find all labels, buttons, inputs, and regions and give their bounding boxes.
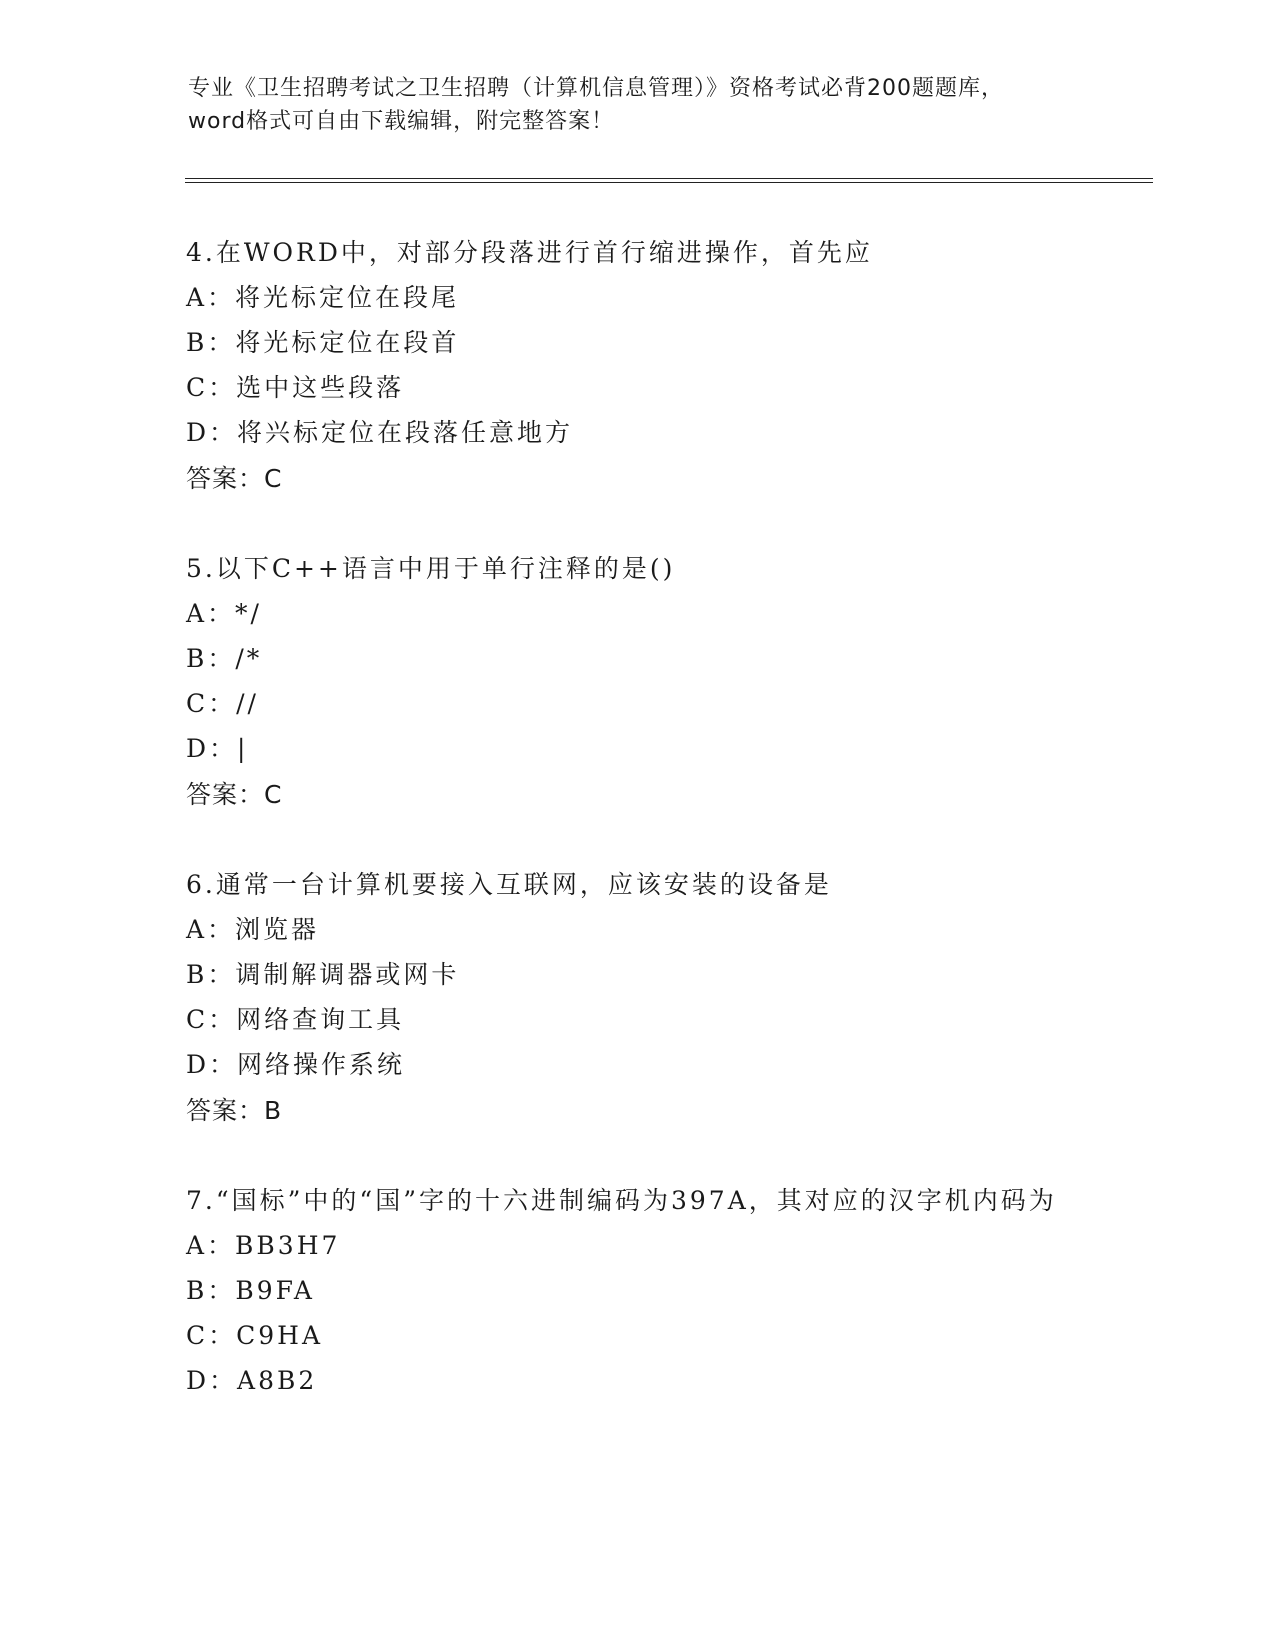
option-d: D：网络操作系统 <box>186 1050 406 1079</box>
option-d: D：| <box>186 734 249 763</box>
header-line-2: word格式可自由下载编辑，附完整答案！ <box>188 109 615 134</box>
option-a: A：将光标定位在段尾 <box>186 283 460 312</box>
question-list <box>186 230 1086 1447</box>
option-c: C：C9HA <box>186 1321 324 1350</box>
question-stem: 5.以下C++语言中用于单行注释的是() <box>186 554 676 583</box>
question-6 <box>186 862 1086 1134</box>
document-header <box>188 72 1088 138</box>
question-stem: 7.“国标”中的“国”字的十六进制编码为397A，其对应的汉字机内码为 <box>186 1186 1057 1215</box>
option-a: A：*/ <box>186 599 262 628</box>
option-a: A：BB3H7 <box>186 1231 341 1260</box>
question-7 <box>186 1178 1086 1403</box>
option-b: B：调制解调器或网卡 <box>186 960 460 989</box>
option-d: D：A8B2 <box>186 1366 318 1395</box>
option-c: C：选中这些段落 <box>186 373 405 402</box>
question-stem: 4.在WORD中，对部分段落进行首行缩进操作，首先应 <box>186 238 873 267</box>
option-a: A：浏览器 <box>186 915 320 944</box>
question-4 <box>186 230 1086 502</box>
option-b: B：将光标定位在段首 <box>186 328 460 357</box>
option-c: C：网络查询工具 <box>186 1005 405 1034</box>
answer: 答案：C <box>186 780 283 809</box>
option-b: B：/* <box>186 644 263 673</box>
question-5 <box>186 546 1086 818</box>
option-b: B：B9FA <box>186 1276 315 1305</box>
header-line-1: 专业《卫生招聘考试之卫生招聘（计算机信息管理）》资格考试必背200题题库， <box>188 76 1004 101</box>
option-c: C：// <box>186 689 259 718</box>
answer: 答案：B <box>186 1096 283 1125</box>
header-divider <box>185 178 1153 183</box>
question-stem: 6.通常一台计算机要接入互联网，应该安装的设备是 <box>186 870 832 899</box>
option-d: D：将兴标定位在段落任意地方 <box>186 418 574 447</box>
answer: 答案：C <box>186 464 283 493</box>
